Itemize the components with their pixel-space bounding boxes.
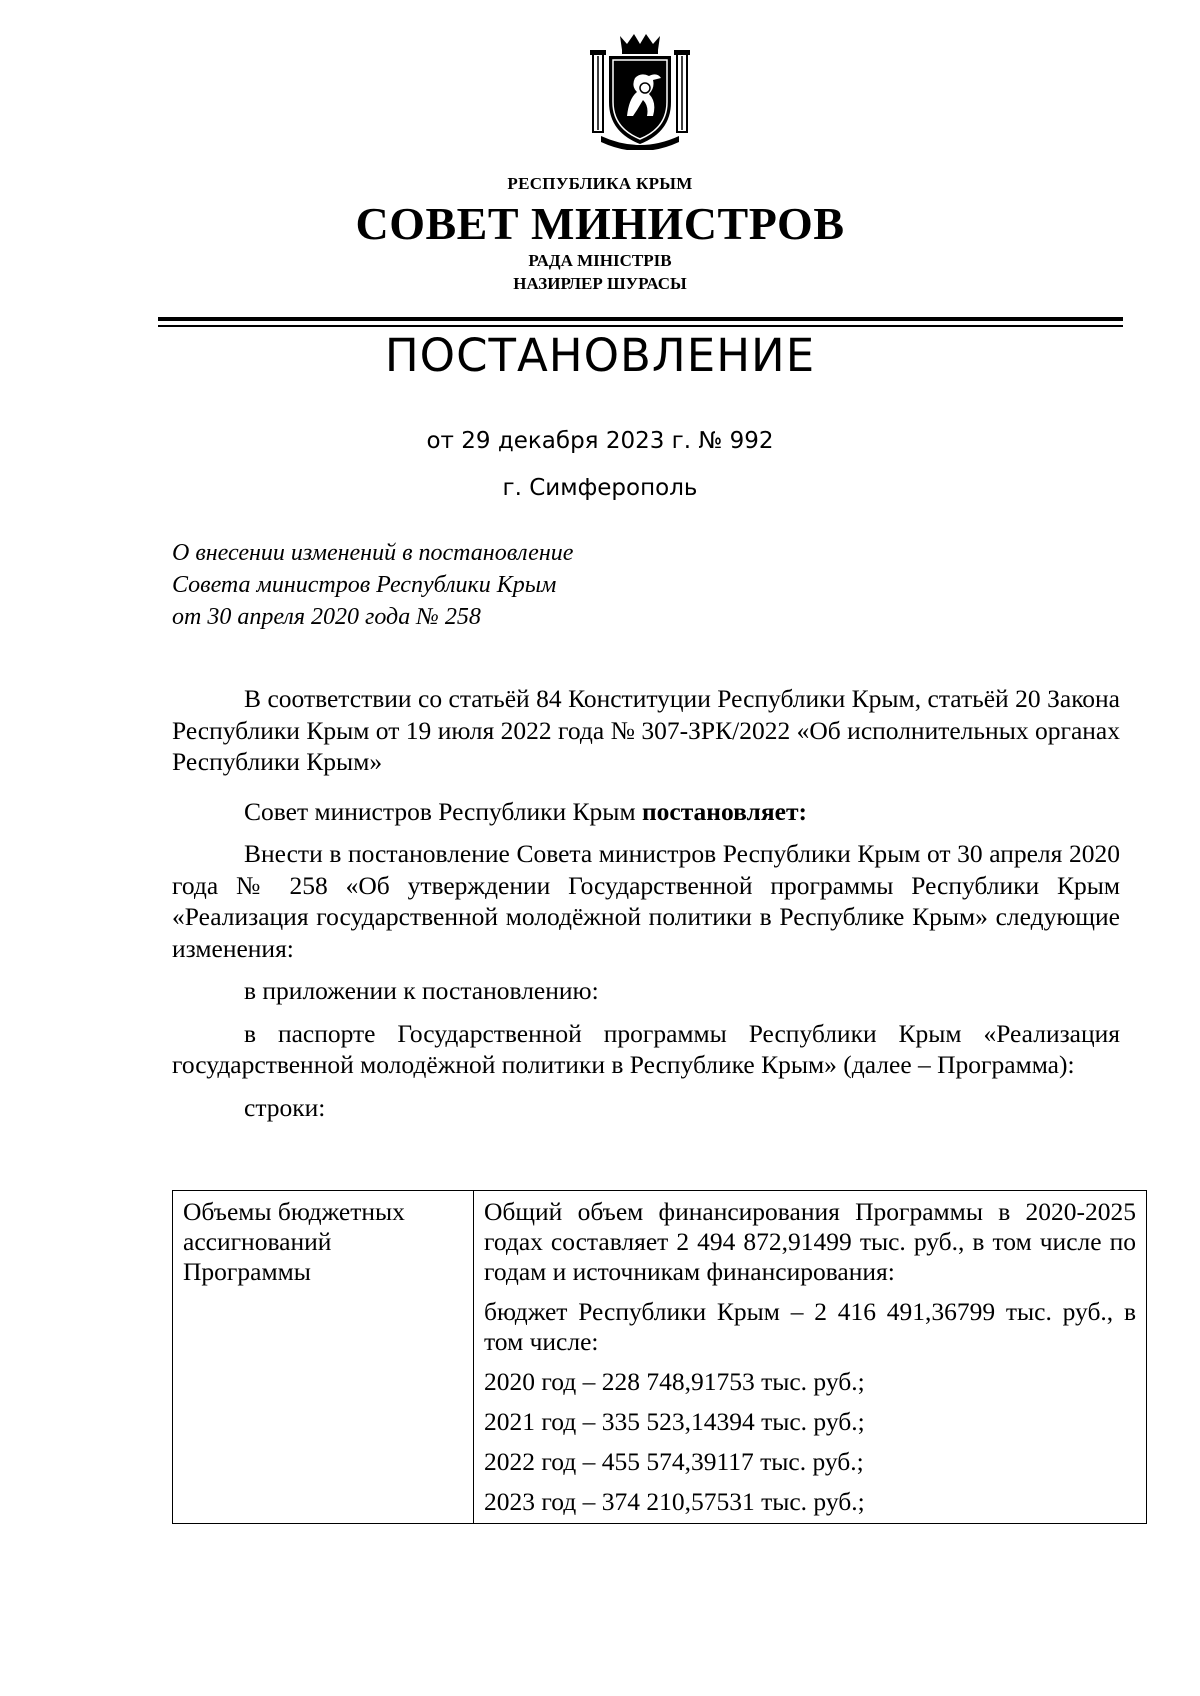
subject-line: О внесении изменений в постановление (172, 540, 574, 566)
document-date: от 29 декабря 2023 г. № 992 (426, 428, 774, 454)
funding-line: 2023 год – 374 210,57531 тыс. руб.; (484, 1487, 865, 1516)
resolves-keyword: постановляет: (641, 796, 807, 826)
republic-title: РЕСПУБЛИКА КРЫМ (507, 174, 693, 193)
table-cell-value (474, 1191, 1147, 1524)
nazirler-title: НАЗИРЛЕР ШУРАСЫ (513, 274, 687, 293)
resolves-text: Совет министров Республики Крым (244, 796, 642, 826)
funding-line: 2021 год – 335 523,14394 тыс. руб.; (484, 1407, 865, 1436)
document-body (172, 683, 1120, 1134)
header-divider-thin (158, 325, 1123, 327)
paragraph-lines: строки: (244, 1092, 326, 1122)
table-cell-name: Объемы бюджетных ассигнований Программы (173, 1191, 474, 1524)
document-subject (172, 537, 573, 633)
coat-of-arms-icon (587, 32, 693, 150)
document-type: ПОСТАНОВЛЕНИЕ (384, 329, 816, 382)
passport-table (172, 1190, 1147, 1524)
funding-line: 2020 год – 228 748,91753 тыс. руб.; (484, 1367, 865, 1396)
rada-title: РАДА МІНІСТРІВ (528, 251, 672, 270)
header-divider-thick (158, 317, 1123, 321)
funding-line: Общий объем финансирования Программы в 2020-2025 годах составляет 2 494 872,91499 тыс. руб., в том числе по годам и источникам финансирования: (484, 1197, 1136, 1286)
document-city: г. Симферополь (502, 475, 698, 501)
paragraph-passport: в паспорте Государственной программы Республики Крым «Реализация государственной молодёжной политики в Республике Крым» (далее – Программа): (172, 1018, 1120, 1079)
council-title: СОВЕТ МИНИСТРОВ (355, 198, 845, 249)
paragraph-resolves (172, 796, 1120, 828)
paragraph-legal-basis: В соответствии со статьёй 84 Конституции Республики Крым, статьёй 20 Закона Республики Крым от 19 июля 2022 года № 307-ЗРК/2022 «Об исполнительных органах Республики Крым» (172, 684, 1120, 776)
funding-line: бюджет Республики Крым – 2 416 491,36799 тыс. руб., в том числе: (484, 1297, 1136, 1356)
subject-line: от 30 апреля 2020 года № 258 (172, 604, 481, 630)
table-row (173, 1191, 1147, 1524)
funding-line: 2022 год – 455 574,39117 тыс. руб.; (484, 1447, 864, 1476)
subject-line: Совета министров Республики Крым (172, 572, 557, 598)
paragraph-appendix: в приложении к постановлению: (244, 976, 599, 1005)
paragraph-amend: Внести в постановление Совета министров Республики Крым от 30 апреля 2020 года № 258 «Об утверждении Государственной программы Республики Крым «Реализация государственной молодёжной политики в Республике Крым» следующие изменения: (172, 839, 1120, 963)
